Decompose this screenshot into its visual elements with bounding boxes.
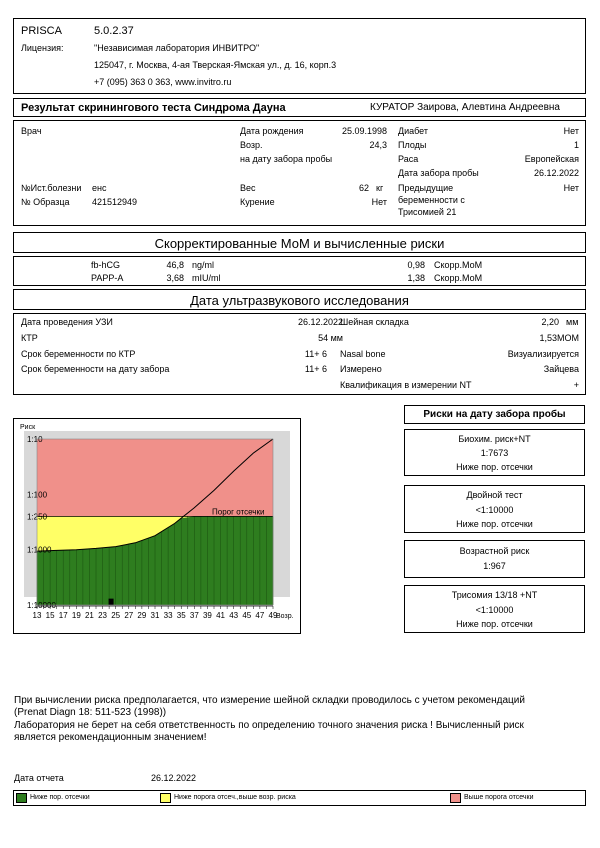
- license-label: Лицензия:: [21, 43, 64, 53]
- marker-name: fb-hCG: [91, 260, 121, 270]
- x-tick-label: 33: [163, 611, 173, 620]
- footer-note-3: Лаборатория не берет на себя ответственность по определению точного значения риска ! Вычисленный риск: [14, 720, 524, 731]
- us-date-value: 26.12.2022: [297, 317, 343, 327]
- report-date-value: 26.12.2022: [151, 773, 197, 783]
- risk-name: Возрастной риск: [459, 546, 530, 556]
- diabetes-label: Диабет: [398, 126, 429, 136]
- legend-swatch-below-cutoff-above-age: [160, 793, 171, 803]
- term-ktr-label: Срок беременности по КТР: [21, 349, 136, 359]
- curator-name: КУРАТОР Заирова, Алевтина Андреевна: [370, 102, 560, 113]
- measured-label: Измерено: [340, 364, 382, 374]
- risk-chart-box: [13, 418, 301, 634]
- x-tick-label: 43: [229, 611, 239, 620]
- y-tick-label: 1:10: [27, 435, 43, 444]
- birth-label: Дата рождения: [240, 126, 304, 136]
- fetus-value: 1: [573, 140, 579, 150]
- risk-box-biochem: [404, 429, 585, 476]
- term-ktr-value: 11+ 6: [304, 349, 327, 359]
- weight-unit: кг: [376, 183, 384, 193]
- x-tick-label: 19: [71, 611, 81, 620]
- x-tick-label: 21: [84, 611, 94, 620]
- risk-status: Ниже пор. отсечки: [456, 519, 533, 529]
- risk-value: 1:7673: [480, 448, 509, 458]
- y-tick-label: 1:1000: [27, 545, 52, 555]
- x-tick-label: 29: [137, 611, 147, 620]
- footer-note-4: является рекомендационным значением!: [14, 732, 207, 743]
- prev-pregnancy-label-2: беременности с: [398, 195, 465, 205]
- system-version: 5.0.2.37: [94, 25, 134, 37]
- prev-pregnancy-label-1: Предыдущие: [398, 183, 454, 193]
- sample-no-label: № Образца: [21, 197, 70, 207]
- risk-status: Ниже пор. отсечки: [456, 619, 533, 629]
- mom-section-title-box: [13, 232, 586, 253]
- weight-label: Вес: [240, 183, 256, 193]
- term-sample-label: Срок беременности на дату забора: [21, 364, 170, 374]
- risk-box-age: [404, 540, 585, 578]
- patient-info-box: [13, 120, 586, 226]
- marker-mom-label: Скорр.МоМ: [434, 273, 483, 283]
- sample-date-value: 26.12.2022: [533, 168, 579, 178]
- race-label: Раса: [398, 154, 419, 164]
- header-box: [13, 18, 586, 94]
- marker-unit: mIU/ml: [192, 273, 221, 283]
- weight-value: 62: [358, 183, 369, 193]
- marker-mom-label: Скорр.МоМ: [434, 260, 483, 270]
- diabetes-value: Нет: [563, 126, 579, 136]
- x-tick-label: 23: [98, 611, 108, 620]
- risk-name: Трисомия 13/18 +NT: [451, 590, 538, 600]
- legend-label-below-cutoff: Ниже пор. отсечки: [30, 794, 90, 801]
- nasal-bone-value: Визуализируется: [507, 349, 579, 359]
- x-tick-label: 27: [124, 611, 134, 620]
- us-date-label: Дата проведения УЗИ: [21, 317, 113, 327]
- risk-status: Ниже пор. отсечки: [456, 462, 533, 472]
- mom-values-box: [13, 256, 586, 286]
- x-tick-label: 13: [32, 611, 42, 620]
- measured-value: Зайцева: [543, 364, 579, 374]
- risk-value: 1:967: [483, 561, 506, 571]
- y-tick-label: 1:100: [27, 490, 48, 500]
- legend-bar: [13, 790, 586, 806]
- license-name: "Независимая лаборатория ИНВИТРО": [94, 43, 260, 53]
- risks-title-box: [404, 405, 585, 424]
- history-value: енс: [92, 183, 107, 193]
- system-name: PRISCA: [21, 25, 62, 37]
- legend-swatch-below-cutoff: [16, 793, 27, 803]
- risk-box-trisomy-13-18: [404, 585, 585, 633]
- us-section-title: Дата ультразвукового исследования: [190, 293, 409, 308]
- y-tick-label: 1:250: [27, 512, 48, 522]
- above-cutoff-region: [37, 439, 273, 516]
- sample-no-value: 421512949: [92, 197, 138, 207]
- qualification-value: +: [573, 380, 579, 390]
- x-tick-label: 37: [189, 611, 199, 620]
- y-axis-label: Риск: [20, 424, 36, 431]
- ktr-label: КТР: [21, 333, 38, 343]
- nt-value: 2,20: [541, 317, 559, 327]
- result-title: Результат скринингового теста Синдрома Дауна: [21, 102, 286, 114]
- sample-date-label: Дата забора пробы: [398, 168, 479, 178]
- x-axis-label: Возр.: [276, 613, 294, 620]
- report-date-label: Дата отчета: [14, 773, 64, 783]
- y-tick-label: 1:10000: [27, 601, 56, 610]
- x-tick-label: 39: [202, 611, 212, 620]
- birth-value: 25.09.1998: [341, 126, 387, 136]
- x-tick-label: 31: [150, 611, 160, 620]
- term-sample-value: 11+ 6: [304, 364, 327, 374]
- marker-mom: 1,38: [407, 273, 425, 283]
- lab-address: 125047, г. Москва, 4-ая Тверская-Ямская ул., д. 16, корп.3: [94, 60, 337, 70]
- legend-label-above-cutoff: Выше порога отсечки: [464, 794, 534, 801]
- x-tick-label: 25: [111, 611, 121, 620]
- patient-marker: [109, 599, 114, 605]
- smoking-value: Нет: [371, 197, 387, 207]
- risk-box-double-test: [404, 485, 585, 533]
- nt-unit: мм: [566, 317, 579, 327]
- age-sub-label: на дату забора пробы: [240, 154, 333, 164]
- risks-title: Риски на дату забора пробы: [423, 409, 566, 420]
- footer-note-2: (Prenat Diagn 18: 511-523 (1998)): [14, 707, 167, 718]
- ktr-value: 54 мм: [318, 333, 343, 343]
- x-tick-label: 17: [58, 611, 68, 620]
- us-values-box: [13, 313, 586, 395]
- risk-chart: [14, 419, 300, 633]
- x-tick-label: 49: [268, 611, 278, 620]
- history-label: №Ист.болезни: [21, 183, 82, 193]
- cutoff-label: Порог отсечки: [212, 507, 265, 517]
- age-label: Возр.: [240, 140, 263, 150]
- legend-swatch-above-cutoff: [450, 793, 461, 803]
- x-tick-label: 41: [216, 611, 226, 620]
- risk-value: <1:10000: [475, 505, 514, 515]
- prev-pregnancy-label-3: Трисомией 21: [398, 207, 457, 217]
- lab-contacts: +7 (095) 363 0 363, www.invitro.ru: [94, 77, 232, 87]
- result-title-bar: [13, 98, 586, 117]
- x-tick-label: 35: [176, 611, 186, 620]
- x-tick-label: 15: [45, 611, 55, 620]
- mom-section-title: Скорректированные МоМ и вычисленные риски: [154, 236, 445, 251]
- legend-label-below-cutoff-above-age: Ниже порога отсеч.,выше возр. риска: [174, 794, 296, 801]
- risk-name: Биохим. риск+NT: [458, 434, 531, 444]
- nt-mom: 1,53МОМ: [539, 333, 579, 343]
- footer-note-1: При вычислении риска предполагается, что измерение шейной складки проводилось с учетом рекомендаций: [14, 695, 525, 706]
- nasal-bone-label: Nasal bone: [340, 349, 386, 359]
- marker-value: 3,68: [166, 273, 184, 283]
- marker-name: PAPP-A: [91, 273, 124, 283]
- marker-value: 46,8: [166, 260, 184, 270]
- marker-unit: ng/ml: [192, 260, 215, 270]
- doctor-label: Врач: [21, 126, 42, 136]
- x-tick-label: 47: [255, 611, 265, 620]
- risk-name: Двойной тест: [466, 490, 523, 500]
- qualification-label: Квалификация в измерении NT: [340, 380, 472, 390]
- smoking-label: Курение: [240, 197, 275, 207]
- us-section-title-box: [13, 289, 586, 310]
- age-value: 24,3: [369, 140, 387, 150]
- prev-pregnancy-value: Нет: [563, 183, 579, 193]
- nt-label: Шейная складка: [340, 317, 409, 327]
- x-tick-label: 45: [242, 611, 252, 620]
- marker-mom: 0,98: [407, 260, 425, 270]
- race-value: Европейская: [524, 154, 579, 164]
- fetus-label: Плоды: [398, 140, 427, 150]
- risk-value: <1:10000: [475, 605, 514, 615]
